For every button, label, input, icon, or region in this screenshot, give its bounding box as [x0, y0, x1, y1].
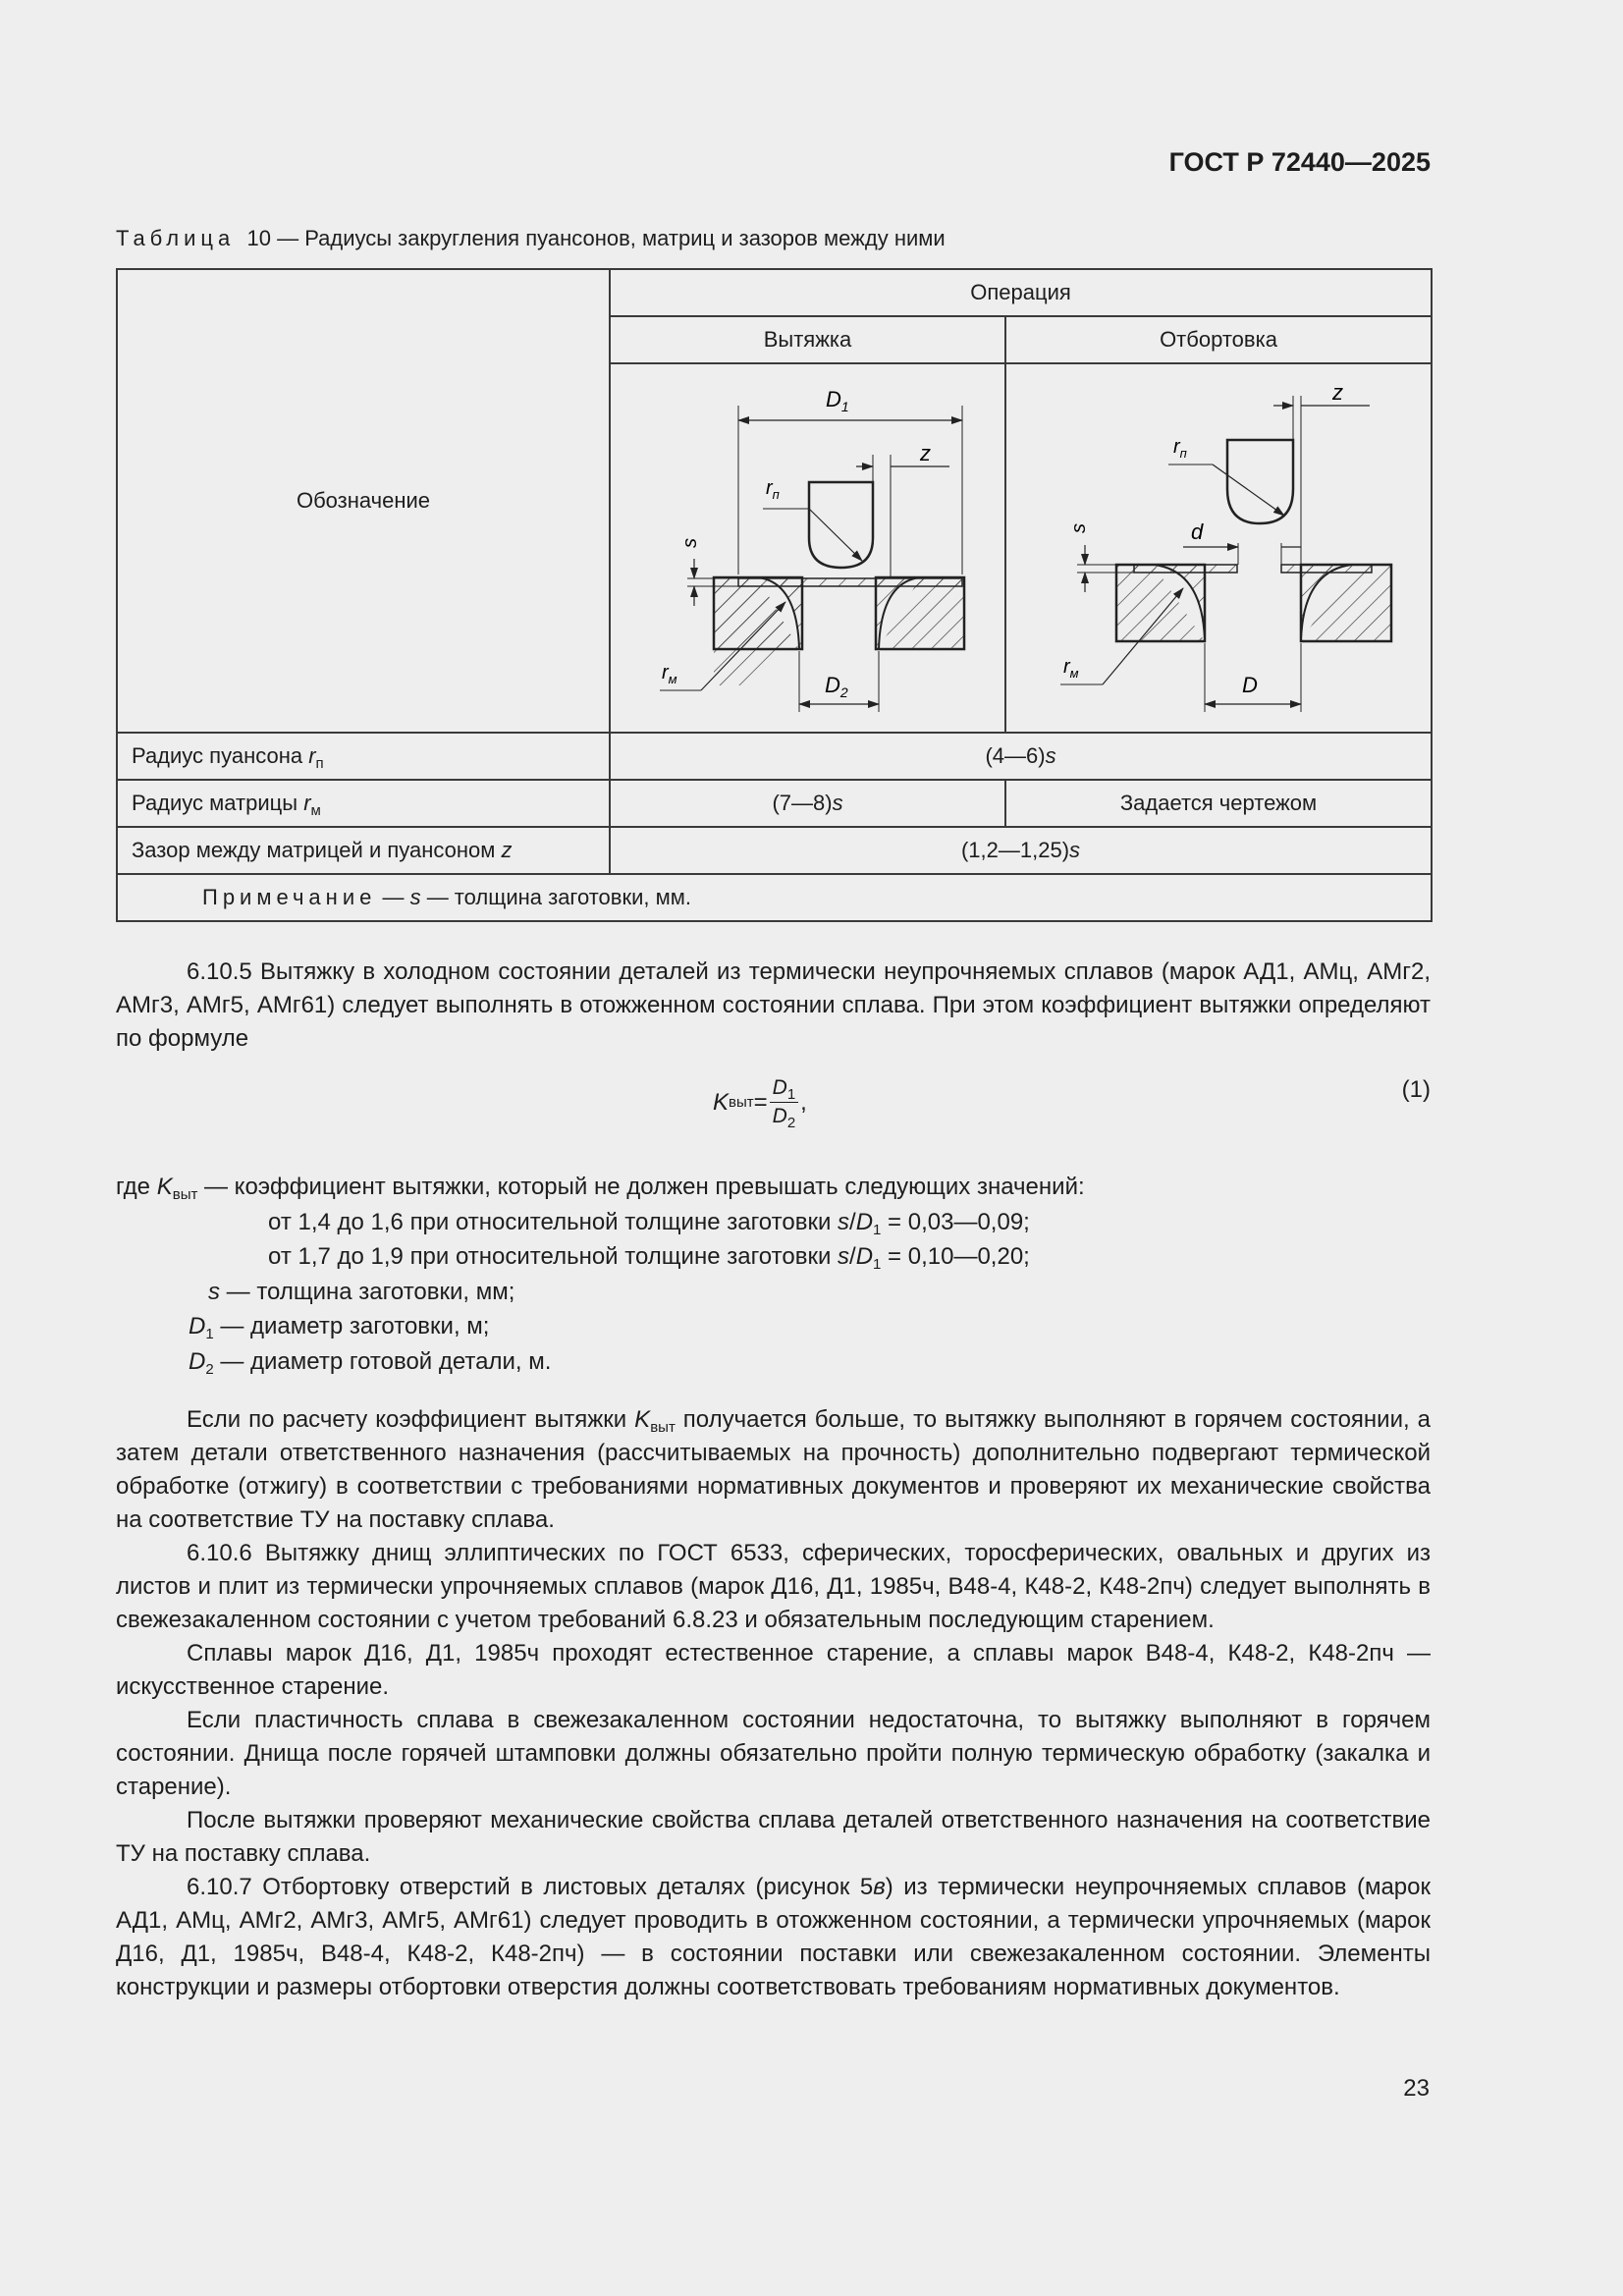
header-flanging: Отбортовка	[1005, 316, 1432, 363]
svg-text:rп: $r_п$	[766, 477, 780, 502]
legend-k-range-1: от 1,4 до 1,6 при относительной толщине заготовки $s/D_1$ = 0,03—0,09;	[268, 1208, 1030, 1238]
svg-text:D1: $D_1$	[826, 387, 849, 414]
formula-fraction: $\frac{D_1}{D_2}$	[770, 1076, 799, 1128]
drawing-die-figure	[611, 366, 1003, 730]
svg-text:D: D	[1242, 673, 1258, 697]
paragraph-aging: Сплавы марок Д16, Д1, 1985ч проходят естественное старение, а сплавы марок В48-4, К48-2, К48-2пч — искусственное старение.	[116, 1640, 1431, 1700]
svg-text:s: s	[679, 538, 701, 548]
row-die-radius-flanging: Задается чертежом	[1005, 780, 1432, 827]
flanging-die-figure	[1006, 366, 1429, 730]
formula-1: K выт = $\frac{D_1}{D_2}$ ,	[713, 1076, 807, 1131]
legend-k: где $K_{выт}$ — коэффициент вытяжки, который не должен превышать следующих значений:	[116, 1174, 1085, 1203]
table-caption-word: Таблица	[116, 226, 236, 250]
row-gap-label: Зазор между матрицей и пуансоном z	[117, 827, 610, 874]
row-gap-value: (1,2—1,25)s	[610, 827, 1432, 874]
paragraph-6-10-6: 6.10.6 Вытяжку днищ эллиптических по ГОСТ 6533, сферических, торосферических, овальных и других из листов и плит из термически упрочняемых сплавов (марок Д16, Д1, 1985ч, В48-4, К48-2, К48-2пч) следует выполнять в свежезакаленном состоянии с учетом требований 6.8.23 и обязательным последующим старением.	[116, 1540, 1431, 1633]
legend-d2: $D_2$ — диаметр готовой детали, м.	[189, 1347, 552, 1378]
row-punch-radius-label: Радиус пуансона $r_п$	[117, 733, 610, 780]
svg-text:s: s	[1068, 523, 1090, 533]
paragraph-6-10-7: 6.10.7 Отбортовку отверстий в листовых деталях (рисунок 5в) из термически неупрочняемых сплавов (марок АД1, АМц, АМг2, АМг3, АМг5, АМг61) следует проводить в отожженном состоянии, а термически упрочняемых (марок Д16, Д1, 1985ч, В48-4, К48-2, К48-2пч) — в состоянии поставки или свежезакаленном состоянии. Элементы конструкции и размеры отбортовки отверстия должны соответствовать требованиям нормативных документов.	[116, 1874, 1431, 2000]
header-designation: Обозначение	[117, 269, 610, 733]
svg-text:D2: $D_2$	[825, 673, 848, 700]
radii-table	[116, 268, 1433, 922]
figure-flanging-cell	[1005, 363, 1432, 733]
page-number: 23	[1403, 2075, 1430, 2102]
formula-legend	[116, 1170, 1085, 1379]
document-code: ГОСТ Р 72440—2025	[1168, 147, 1431, 177]
svg-text:rп: $r_п$	[1173, 436, 1187, 461]
svg-text:z: z	[1332, 380, 1343, 405]
table-note: Примечание — s — толщина заготовки, мм.	[117, 874, 1432, 921]
punch	[809, 482, 873, 568]
row-punch-radius-value: (4—6)s	[610, 733, 1432, 780]
table-caption-title: 10 — Радиусы закругления пуансонов, матриц и зазоров между ними	[246, 226, 946, 250]
legend-s: s — толщина заготовки, мм;	[208, 1278, 515, 1305]
paragraph-6-10-5: 6.10.5 Вытяжку в холодном состоянии деталей из термически неупрочняемых сплавов (марок АД1, АМц, АМг2, АМг3, АМг5, АМг61) следует выполнять в отожженном состоянии сплава. При этом коэффициент вытяжки определяют по формуле	[116, 958, 1431, 1052]
legend-k-range-2: от 1,7 до 1,9 при относительной толщине заготовки $s/D_1$ = 0,10—0,20;	[268, 1243, 1030, 1273]
table-caption	[116, 226, 946, 251]
paragraph-after-drawing: После вытяжки проверяют механические свойства сплава деталей ответственного назначения на соответствие ТУ на поставку сплава.	[116, 1807, 1431, 1867]
header-drawing: Вытяжка	[610, 316, 1005, 363]
svg-text:z: z	[920, 441, 931, 465]
legend-d1: $D_1$ — диаметр заготовки, м;	[189, 1313, 490, 1342]
svg-text:d: d	[1191, 519, 1204, 544]
row-die-radius-drawing: (7—8)s	[610, 780, 1005, 827]
figure-drawing-cell	[610, 363, 1005, 733]
formula-number: (1)	[1401, 1076, 1431, 1103]
row-die-radius-label: Радиус матрицы $r_м$	[117, 780, 610, 827]
header-operation: Операция	[610, 269, 1432, 316]
paragraph-hot-drawing: Если по расчету коэффициент вытяжки $K_{выт}$ получается больше, то вытяжку выполняют в горячем состоянии, а затем детали ответственного назначения (рассчитываемых на прочность) дополнительно подвергают термической обработке (отжигу) в соответствии с требованиями нормативных документов и проверяют их механические свойства на соответствие ТУ на поставку сплава.	[116, 1406, 1431, 1533]
svg-text:rм: $r_м$	[1063, 656, 1079, 681]
paragraph-plasticity: Если пластичность сплава в свежезакаленном состоянии недостаточна, то вытяжку выполняют в горячем состоянии. Днища после горячей штамповки должны обязательно пройти полную термическую обработку (закалка и старение).	[116, 1707, 1431, 1800]
svg-text:rм: $r_м$	[662, 662, 677, 686]
body-paragraphs	[116, 1403, 1431, 2004]
